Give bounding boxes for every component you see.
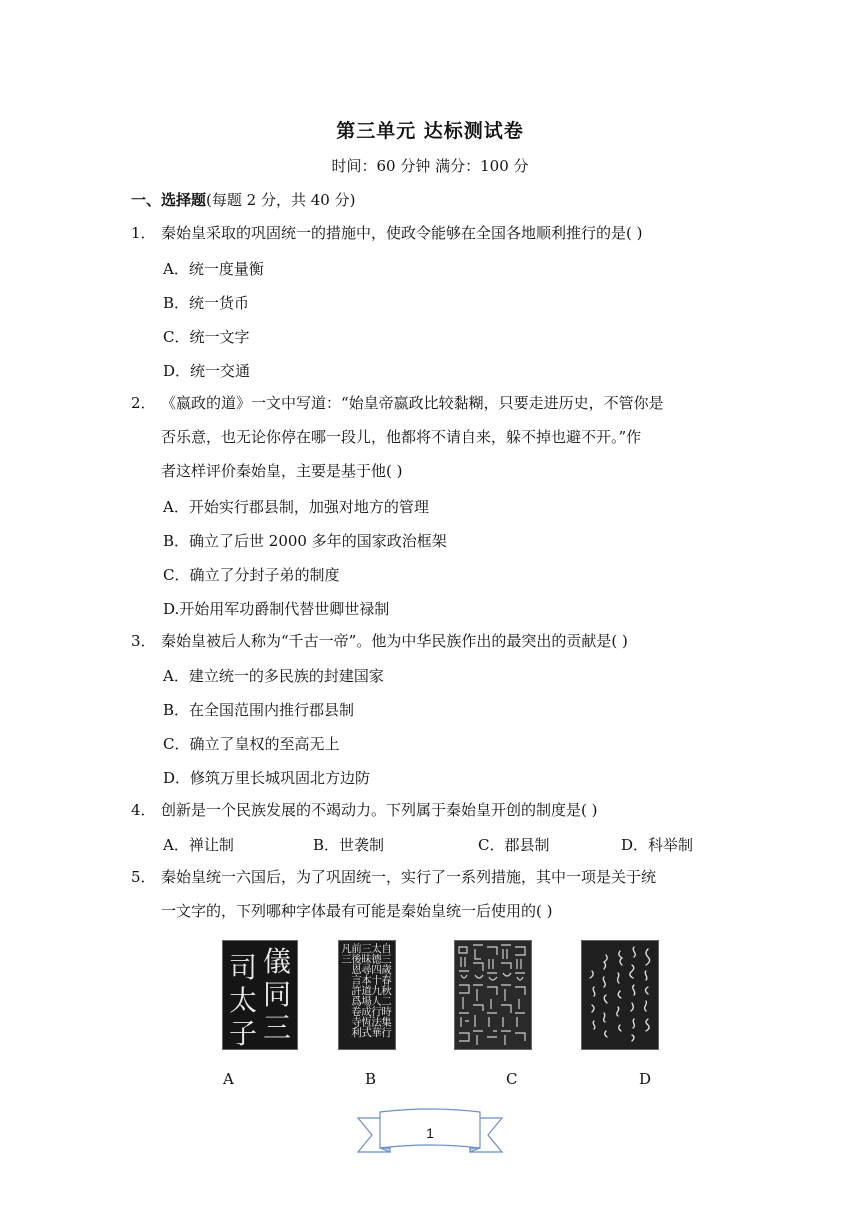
option-c[interactable]: C．确立了皇权的至高无上 [163,735,340,753]
option-d[interactable]: D．修筑万里长城巩固北方边防 [163,769,371,787]
option-d[interactable]: D．统一交通 [163,362,251,380]
page-title: 第三单元 达标测试卷 [336,120,524,142]
question-text: 秦始皇采取的巩固统一的措施中，使政令能够在全国各地顺利推行的是( ) [161,224,643,242]
page-number: 1 [426,1125,434,1141]
option-a[interactable]: A．统一度量衡 [163,260,264,278]
calligraphy-char: 司 [228,951,257,984]
question-4 [131,793,736,827]
question-text: 秦始皇统一六国后，为了巩固统一，实行了一系列措施，其中一项是关于统 [161,868,657,886]
section-heading [131,189,355,210]
question-5 [131,860,736,928]
cursive-script-pattern [582,941,658,1049]
image-label-d[interactable]: D [639,1070,652,1088]
option-c[interactable]: C．统一文字 [163,328,250,346]
question-text: 创新是一个民族发展的不竭动力。下列属于秦始皇开创的制度是( ) [161,801,598,819]
option-a[interactable]: A．禅让制 [163,836,234,854]
options-row [163,834,763,854]
calligraphy-char: 儀 [262,945,291,978]
calligraphy-char: 子 [228,1017,257,1050]
section-note: (每题 2 分，共 40 分) [206,191,356,209]
image-label-c[interactable]: C [506,1070,518,1088]
option-d[interactable]: D．科举制 [621,836,694,854]
question-number: 2． [131,394,156,412]
question-number: 4． [131,801,156,819]
calligraphy-char: 太 [228,984,257,1017]
option-d[interactable]: D.开始用军功爵制代替世卿世禄制 [163,600,390,618]
seal-script-pattern [455,941,531,1049]
calligraphy-char: 三 [262,1011,291,1044]
question-2 [131,386,736,488]
option-b[interactable]: B．世袭制 [313,836,385,854]
image-label-a[interactable]: A [223,1070,234,1088]
question-text: 者这样评价秦始皇，主要是基于他( ) [161,462,403,480]
calligraphy-image-d[interactable] [581,940,659,1050]
question-text: 《嬴政的道》一文中写道：“始皇帝嬴政比较黏糊，只要走进历史，不管你是 [161,394,664,412]
calligraphy-image-a[interactable] [222,940,298,1050]
calligraphy-char: 同 [262,978,291,1011]
option-c[interactable]: C．郡县制 [478,836,550,854]
question-text: 一文字的，下列哪种字体最有可能是秦始皇统一后使用的( ) [161,902,553,920]
calligraphy-image-b[interactable] [338,940,396,1050]
option-b[interactable]: B．确立了后世 2000 多年的国家政治框架 [163,532,447,550]
exam-info: 时间：60 分钟 满分：100 分 [331,157,529,175]
question-1 [131,216,736,250]
question-text: 秦始皇被后人称为“千古一帝”。他为中华民族作出的最突出的贡献是( ) [161,632,628,650]
option-a[interactable]: A．建立统一的多民族的封建国家 [163,667,384,685]
question-3 [131,624,736,658]
option-b[interactable]: B．在全国范围内推行郡县制 [163,701,355,719]
option-b[interactable]: B．统一货币 [163,294,250,312]
question-number: 1． [131,224,156,242]
question-number: 3． [131,632,156,650]
question-text: 否乐意，也无论你停在哪一段儿，他都将不请自来，躲不掉也避不开。”作 [161,428,642,446]
calligraphy-image-c[interactable] [454,940,532,1050]
calligraphy-text: 自三歲春秋二時集行太德四十九人行法華三昧尋本道場成恆式前後恩言許爲卷寺利凡三 [340,943,392,1038]
section-title: 一、选择题 [131,191,207,209]
option-a[interactable]: A．开始实行郡县制，加强对地方的管理 [163,498,429,516]
question-number: 5． [131,868,156,886]
image-label-b[interactable]: B [365,1070,377,1088]
option-c[interactable]: C．确立了分封子弟的制度 [163,566,340,584]
